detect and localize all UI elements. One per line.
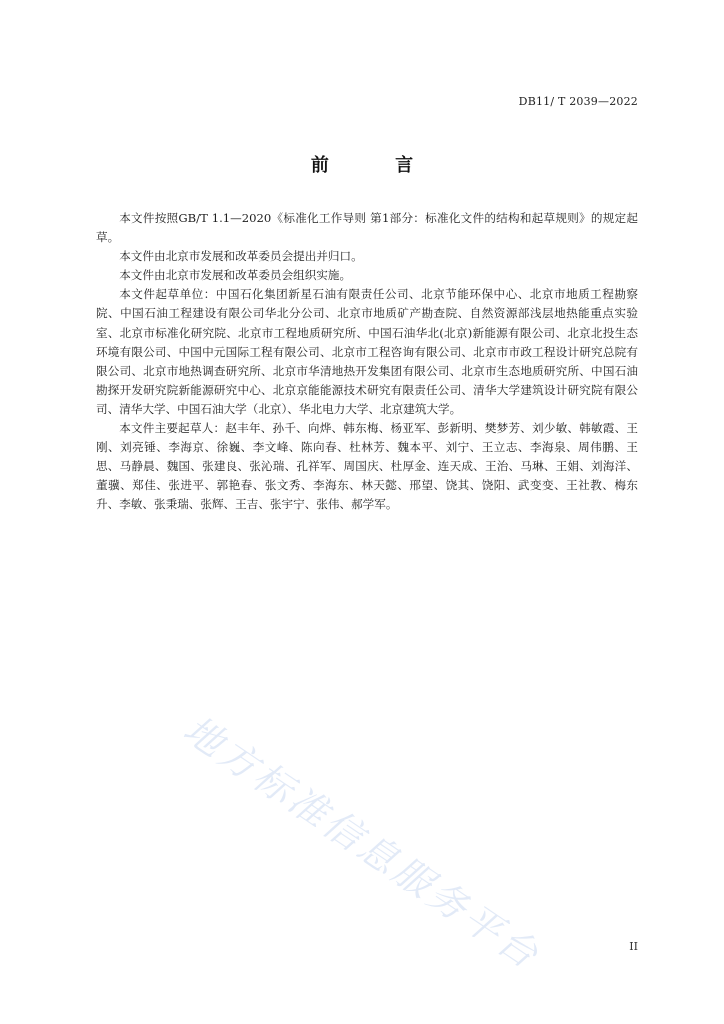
paragraph-drafting-units: 本文件起草单位：中国石化集团新星石油有限责任公司、北京节能环保中心、北京市地质工程勘察院、中国石油工程建设有限公司华北分公司、北京市地质矿产勘查院、自然资源部浅层地热能重点实验室、北京市标准化研究院、北京市工程地质研究所、中国石油华北(北京)新能源有限公司、北京北投生态环境有限公司、中国中元国际工程有限公司、北京市工程咨询有限公司、北京市市政工程设计研究总院有限公司、北京市地热调查研究所、北京市华清地热开发集团有限公司、北京市生态地质研究所、中国石油勘探开发研究院新能源研究中心、北京京能能源技术研究有限责任公司、清华大学建筑设计研究院有限公司、清华大学、中国石油大学（北京）、华北电力大学、北京建筑大学。 — [96, 287, 638, 416]
paragraph-drafting-rules: 本文件按照GB/T 1.1—2020《标准化工作导则 第1部分：标准化文件的结构和起草规则》的规定起草。 — [96, 211, 638, 245]
page-number: II — [629, 940, 638, 953]
standard-code: DB11/ T 2039—2022 — [518, 95, 638, 108]
foreword-body — [96, 209, 638, 515]
watermark: 地方标准信息服务平台 — [175, 707, 549, 979]
paragraph-implementer: 本文件由北京市发展和改革委员会组织实施。 — [119, 268, 352, 283]
paragraph-drafters: 本文件主要起草人：赵丰年、孙千、向烨、韩东梅、杨亚军、彭新明、樊梦芳、刘少敏、韩敏霞、王刚、刘亮锤、李海京、徐巍、李文峰、陈向春、杜林芳、魏本平、刘宁、王立志、李海泉、周伟鹏、王思、马静晨、魏国、张建良、张沁瑞、孔祥军、周国庆、杜厚金、连天成、王治、马琳、王娟、刘海洋、董骥、郑佳、张进平、郭艳春、张文秀、李海东、林天懿、邢望、饶其、饶阳、武变变、王社教、梅东升、李敏、张秉瑞、张辉、王吉、张宇宁、张伟、郝学军。 — [96, 421, 638, 512]
paragraph-proposer: 本文件由北京市发展和改革委员会提出并归口。 — [119, 249, 363, 264]
page-title: 前 言 — [310, 155, 444, 176]
